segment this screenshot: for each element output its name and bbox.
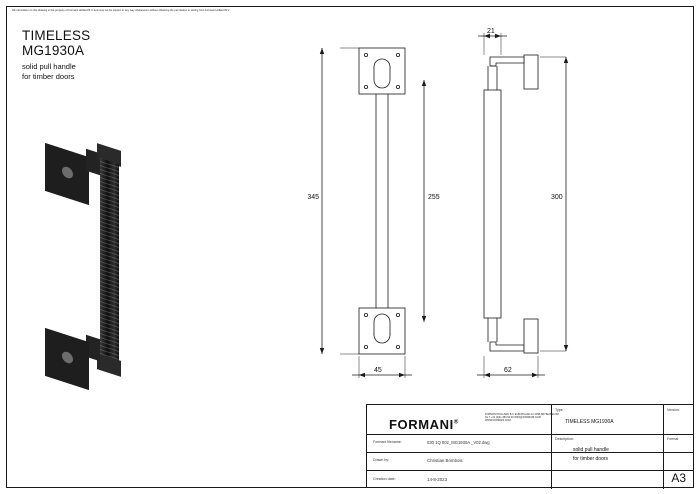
filename-label: Formani filename:: [373, 440, 402, 444]
dimension-rose-width: 45: [374, 367, 382, 374]
description-label: Description:: [555, 437, 574, 441]
description-value-line2: for timber doors: [573, 456, 609, 462]
drawn-by-label: Drawn by:: [373, 458, 390, 462]
product-subtitle-line2: for timber doors: [22, 72, 75, 81]
tb-vdiv-version: [663, 405, 664, 434]
dimension-overall-length: 345: [307, 194, 319, 201]
format-value: A3: [671, 471, 686, 485]
creation-date-label: Creation date:: [373, 477, 396, 481]
registered-mark: ®: [453, 419, 459, 426]
product-model: MG1930A: [22, 43, 85, 58]
dimension-bar-diameter: 21: [487, 28, 495, 35]
description-value-line1: solid pull handle: [573, 447, 609, 453]
product-subtitle-line1: solid pull handle: [22, 62, 76, 71]
format-label: Format: [667, 437, 679, 441]
filename-value: 030 1Q 002_MG1930A _V02.dwg: [427, 440, 490, 445]
tb-divider-1: [367, 434, 694, 435]
drawn-by-value: Christian Brimbois: [427, 458, 463, 463]
tb-vdiv-desc: [551, 434, 552, 489]
tb-divider-2: [367, 452, 694, 453]
copyright-disclaimer: All information on this drawing is the property of Formani Holland B.V. and may not be copied, in any way whatsoever without obtaining the permission in writing from Formani Holland B.V.: [12, 9, 230, 12]
tb-divider-3: [367, 470, 694, 471]
type-value: TIMELESS MG1930A: [565, 419, 614, 425]
creation-date-value: 14-8-2023: [427, 477, 448, 482]
dimension-grip-length: 300: [551, 194, 563, 201]
product-family: TIMELESS: [22, 28, 91, 43]
company-address: FORMANI HOLLAND B.V. EUROPLAAN 12 4158 AB HEUKELOM NL T +31 (0)41 384 64 00 INFO@FORMANI.COM WWW.FORMANI.COM: [485, 413, 559, 423]
dimension-projection: 62: [504, 367, 512, 374]
dimension-center-to-center: 255: [428, 194, 440, 201]
version-label: Version:: [667, 408, 680, 412]
title-block: [366, 404, 694, 488]
formani-logo-text: FORMANI: [389, 417, 454, 432]
tb-vdiv-format: [663, 434, 664, 489]
type-label: Type :: [555, 408, 565, 412]
formani-logo: [389, 417, 459, 432]
